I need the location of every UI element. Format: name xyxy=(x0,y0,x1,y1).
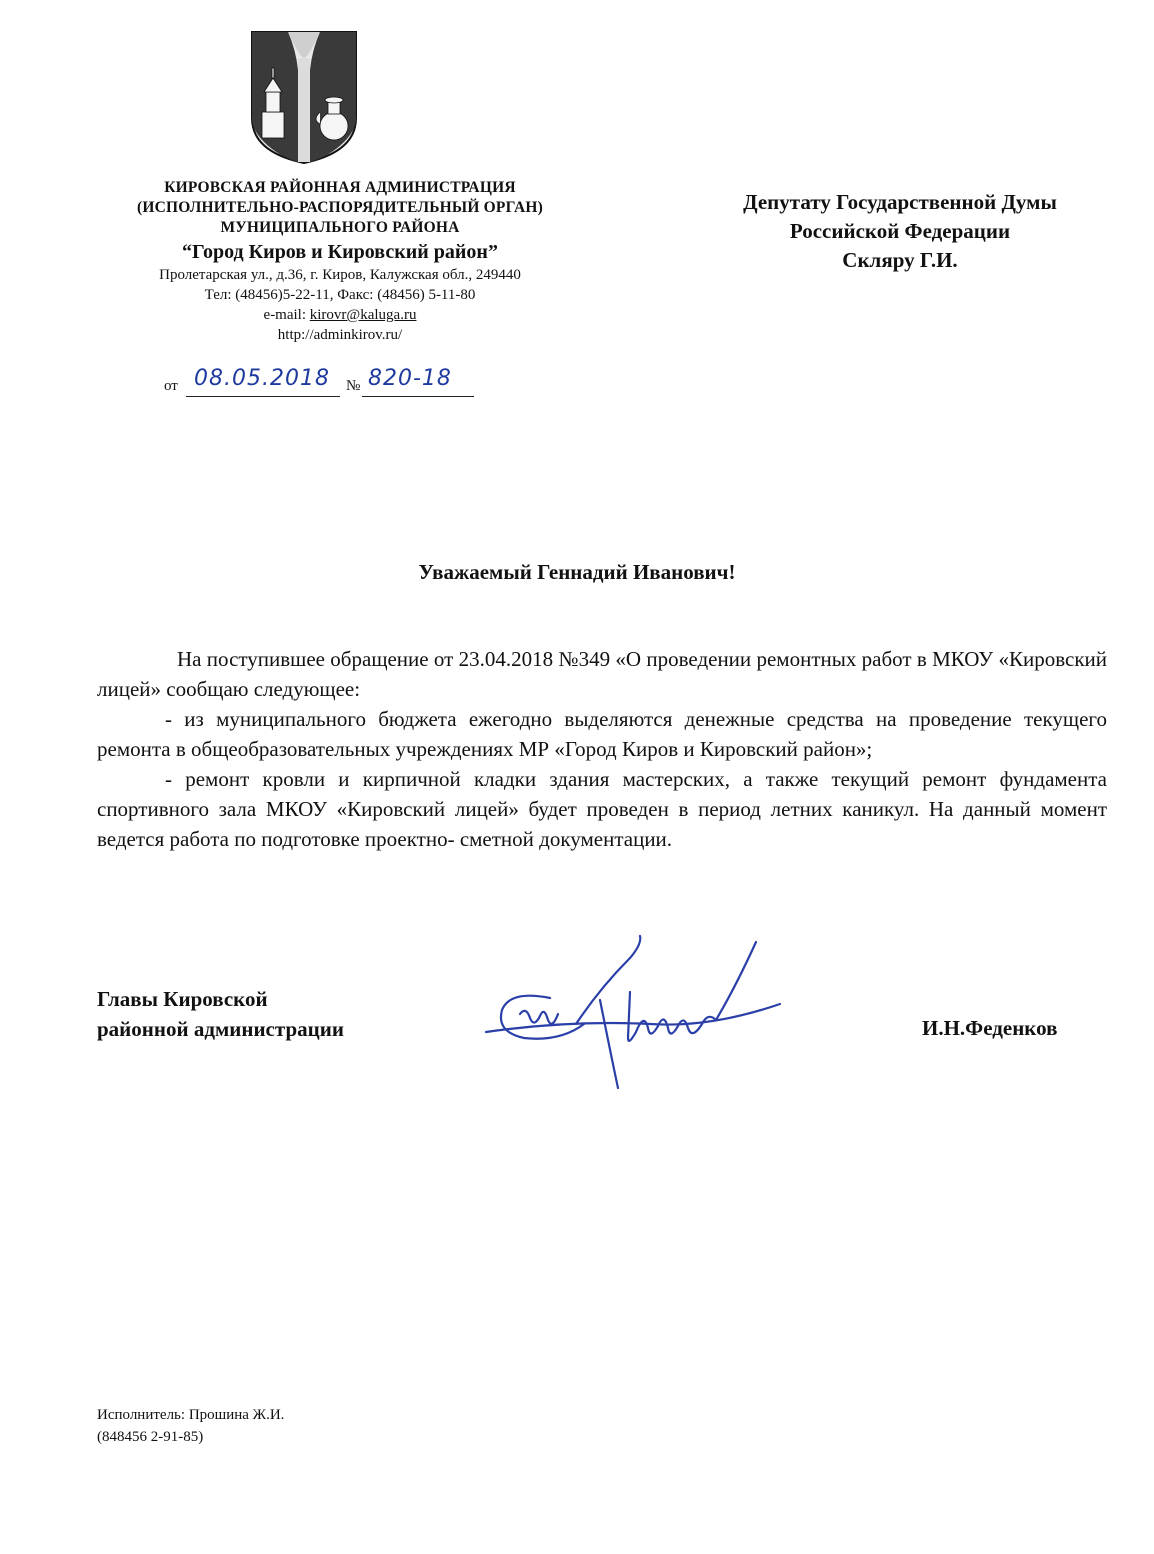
body-paragraph-3: - ремонт кровли и кирпичной кладки здания мастерских, а также текущий ремонт фундамента спортивного зала МКОУ «Кировский лицей» будет проведен в период летних каникул. На данный момент ведется работа по подготовке проектно- сметной документации. xyxy=(97,767,1107,851)
recipient-line-1: Депутату Государственной Думы xyxy=(743,190,1057,214)
sender-phones: Тел: (48456)5-22-11, Факс: (48456) 5-11-80 xyxy=(204,287,476,303)
greeting: Уважаемый Геннадий Иванович! xyxy=(418,560,736,584)
sender-city: “Город Киров и Кировский район” xyxy=(182,241,498,263)
sender-email-line xyxy=(60,305,620,325)
letter-body xyxy=(97,644,1107,854)
email-link[interactable]: kirovr@kaluga.ru xyxy=(309,307,417,323)
signatory-position-line-2: районной администрации xyxy=(97,1017,344,1041)
sender-website[interactable]: http://adminkirov.ru/ xyxy=(277,327,403,343)
number-underline xyxy=(362,396,474,397)
email-label: e-mail: xyxy=(263,307,310,323)
executor-phone: (848456 2-91-85) xyxy=(97,1429,204,1445)
sender-org-line-1: КИРОВСКАЯ РАЙОННАЯ АДМИНИСТРАЦИЯ xyxy=(164,179,516,196)
executor-block xyxy=(97,1404,284,1448)
recipient-block xyxy=(680,188,1120,275)
signatory-position xyxy=(97,984,344,1044)
handwritten-signature xyxy=(480,928,800,1093)
sender-org-line-2: (ИСПОЛНИТЕЛЬНО-РАСПОРЯДИТЕЛЬНЫЙ ОРГАН) xyxy=(137,199,543,216)
date-label: от xyxy=(164,378,178,394)
body-paragraph-2: - из муниципального бюджета ежегодно выделяются денежные средства на проведение текущего ремонта в общеобразовательных учреждениях МР «Город Киров и Кировский район»; xyxy=(97,707,1107,761)
date-value: 08.05.2018 xyxy=(194,366,330,391)
signatory-position-line-1: Главы Кировской xyxy=(97,987,268,1011)
registration-line xyxy=(150,366,490,402)
sender-block xyxy=(60,178,620,345)
date-underline xyxy=(186,396,340,397)
sender-org-line-3: МУНИЦИПАЛЬНОГО РАЙОНА xyxy=(220,219,460,236)
coat-of-arms-emblem xyxy=(248,30,360,165)
signatory-name: И.Н.Феденков xyxy=(922,1016,1058,1040)
number-label: № xyxy=(346,378,361,394)
executor-name: Исполнитель: Прошина Ж.И. xyxy=(97,1407,285,1423)
recipient-line-3: Скляру Г.И. xyxy=(842,248,958,272)
number-value: 820-18 xyxy=(368,366,452,391)
recipient-line-2: Российской Федерации xyxy=(789,219,1011,243)
sender-address: Пролетарская ул., д.36, г. Киров, Калужская обл., 249440 xyxy=(159,267,521,283)
body-paragraph-1: На поступившее обращение от 23.04.2018 №349 «О проведении ремонтных работ в МКОУ «Кировский лицей» сообщаю следующее: xyxy=(97,647,1107,701)
